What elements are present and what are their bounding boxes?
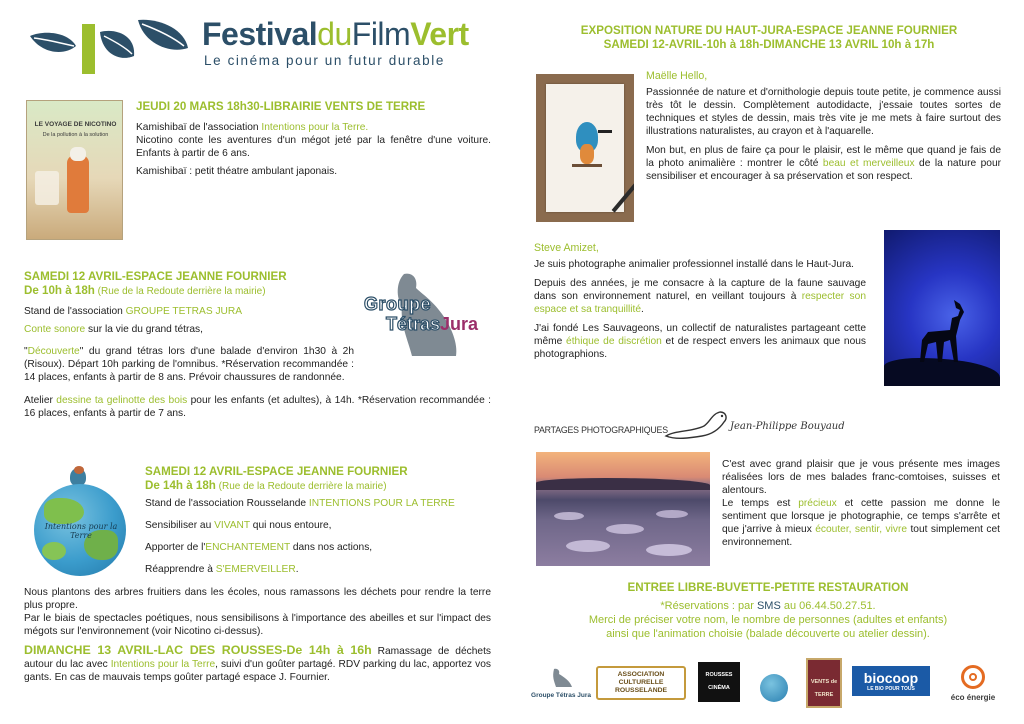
title-du: du [317,16,352,52]
footer-info [534,581,1002,641]
expo-header [530,24,1008,52]
grouse-icon [546,667,576,689]
event2-sub: De 10h à 18h (Rue de la Redoute derrière la mairie) [24,284,266,297]
sponsor-row [530,656,1010,712]
event1-p1: Kamishibaï de l'association Intentions pour la Terre. [136,122,369,133]
event1-p1b: Nicotino conte les aventures d'un mégot jeté par la fenêtre d'une voiture. Enfants à partir de 6 ans. [136,135,491,159]
title-festival: Festival [202,16,318,52]
event3-p3: Apporter de l'ENCHANTEMENT dans nos actions, [145,542,373,553]
artist1-p2: Mon but, en plus de faire ça pour le plaisir, est le même que quand je fais de la photo animalière : montrer le côté beau et merveilleux de la nature pour sensibiliser et encourager à sa préservation et son respect. [646,145,1002,182]
artist3-p1: C'est avec grand plaisir que je vous présente mes images réalisées lors de mes balades franc-comtoises, suisses et alentours. [722,459,1000,496]
nicotino-book-image [26,100,123,240]
artist2-p2: Depuis des années, je me consacre à la capture de la faune sauvage dans son environnement naturel, en veillant toujours à respecter son espace et sa tranquillité. [534,278,866,315]
banner-left-text: PARTAGES PHOTOGRAPHIQUES [534,425,668,435]
event3-p5: Nous plantons des arbres fruitiers dans les écoles, nous ramassons les déchets pour rendre la terre plus propre. [24,587,491,611]
title-film: Film [351,16,411,52]
logo-groupe: Groupe [364,294,432,314]
event3-sub: De 14h à 18h (Rue de la Redoute derrière la mairie) [145,479,387,492]
event2-heading: SAMEDI 12 AVRIL-ESPACE JEANNE FOURNIER [24,270,287,283]
book-title: LE VOYAGE DE NICOTINO [34,121,117,128]
artist2-p1: Je suis photographe animalier professionnel installé dans le Haut-Jura. [534,259,854,270]
globe-icon [34,484,126,576]
chamois-silhouette-icon [914,296,974,366]
logo-tetras: TétrasJura [386,314,479,334]
event1-heading: JEUDI 20 MARS 18h30-LIBRAIRIE VENTS DE TERRE [136,100,426,113]
event2-p3: "Découverte" du grand tétras lors d'une balade d'environ 1h30 à 2h (Risoux). Départ 10h parking de l'omnibus. *Réservation recommandée : 14 places, enfants à partir de 8 ans. Prévoir chaussures de randonnée. [24,346,354,383]
footer-line4: ainsi que l'animation choisie (balade découverte ou atelier dessin). [606,628,930,640]
header [24,12,504,80]
sponsor-globe-logo [756,664,792,704]
sponsor-eco-energie-logo: éco énergie [944,662,1002,706]
event1-block [136,100,491,183]
globe-text: Intentions pour la Terre [44,522,118,540]
artist2-block [534,242,866,366]
event2-block [24,270,354,389]
footer-line3: Merci de préciser votre nom, le nombre de personnes (adultes et enfants) [588,614,948,626]
event3-heading: SAMEDI 12 AVRIL-ESPACE JEANNE FOURNIER [145,465,408,478]
event3-more [24,586,491,643]
artist1-p1: Passionnée de nature et d'ornithologie depuis toute petite, je commence aussi très tôt le dessin. Complètement autodidacte, j'essaie toutes sortes de techniques et styles de dessin, mais très vite je me mets à faire surtout des illustrations naturalistes, au crayon et à l'aquarelle. [646,87,1001,137]
event2-p1: Stand de l'association GROUPE TETRAS JURA [24,306,243,317]
sponsor-biocoop-logo: biocoop LE BIO POUR TOUS [852,666,930,696]
title-vert: Vert [410,16,469,52]
chamois-photo-image [884,230,1000,386]
artist1-block [646,70,1001,188]
expo-line1: EXPOSITION NATURE DU HAUT-JURA-ESPACE JEANNE FOURNIER [580,24,958,37]
banner-signature: Jean-Philippe Bouyaud [730,421,845,432]
event3-p4: Réapprendre à S'EMERVEILLER. [145,564,299,575]
artist1-name: Maëlle Hello, [646,70,708,82]
artist3-p2: Le temps est précieux et cette passion me donne le sentiment que lorsque je photographie, ce temps s'arrête et que j'arrive à mieux écouter, sentir, vivre tout simplement cet environnement. [722,498,1000,548]
frozen-lake-photo-image [536,452,710,566]
event2-p2: Conte sonore sur la vie du grand tétras, [24,324,203,335]
artist3-block [722,458,1000,554]
globe-logo [32,466,128,578]
footer-line1: ENTREE LIBRE-BUVETTE-PETITE RESTAURATION [627,581,909,594]
ferret-logo-icon [662,406,732,444]
event4-block: DIMANCHE 13 AVRIL-LAC DES ROUSSES-De 14h à 16h Ramassage de déchets autour du lac avec Intentions pour la Terre, suivi d'un goûter partagé. RDV parking du lac, apportez vos gants. En cas de mauvais temps goûter partagé espace J. Fournier. [24,643,491,683]
event3-block [145,465,491,581]
sponsor-rousselande-logo: ASSOCIATION CULTURELLE ROUSSELANDE [596,666,686,700]
event3-p2: Sensibiliser au VIVANT qui nous entoure, [145,520,332,531]
groupe-tetras-logo [360,270,492,362]
eco-energie-icon [961,665,985,689]
expo-line2: SAMEDI 12-AVRIL-10h à 18h-DIMANCHE 13 AVRIL 10h à 17h [603,38,935,51]
partages-banner [534,404,845,444]
sponsor-tetras-logo: Groupe Tétras Jura [536,664,586,704]
event3-p6: Par le biais de spectacles poétiques, nous sensibilisons à l'importance des abeilles et sur l'impact des mégots sur l'environnement (voir Nicotino ci-dessus). [24,613,491,637]
sponsor-vents-de-terre-logo: VENTS de TERRE [806,658,842,708]
globe-icon [760,674,788,702]
book-subtitle: De la pollution à la solution [42,132,109,138]
footer-line2: *Réservations : par SMS au 06.44.50.27.51. [660,600,876,612]
artist2-name: Steve Amizet, [534,242,599,254]
artist2-p3: J'ai fondé Les Sauvageons, un collectif de naturalistes partageant cette même éthique de discrétion et de respect envers les animaux que nous photographions. [534,323,867,360]
festival-tagline: Le cinéma pour un futur durable [204,53,445,68]
event2-p4: Atelier dessine ta gelinotte des bois pour les enfants (et adultes), à 14h. *Réservation recommandée : 16 places, enfants à partir de 7 ans. [24,395,491,419]
festival-title [202,16,469,52]
kingfisher-drawing-image [536,74,634,222]
leaf-logo-icon [24,12,194,78]
event1-p2: Kamishibaï : petit théatre ambulant japonais. [136,166,338,177]
event4-heading: DIMANCHE 13 AVRIL-LAC DES ROUSSES-De 14h à 16h [24,643,372,657]
sponsor-cinema-logo: ROUSSES CINÉMA [698,662,740,702]
event3-p1: Stand de l'association Rousselande INTENTIONS POUR LA TERRE [145,498,455,509]
